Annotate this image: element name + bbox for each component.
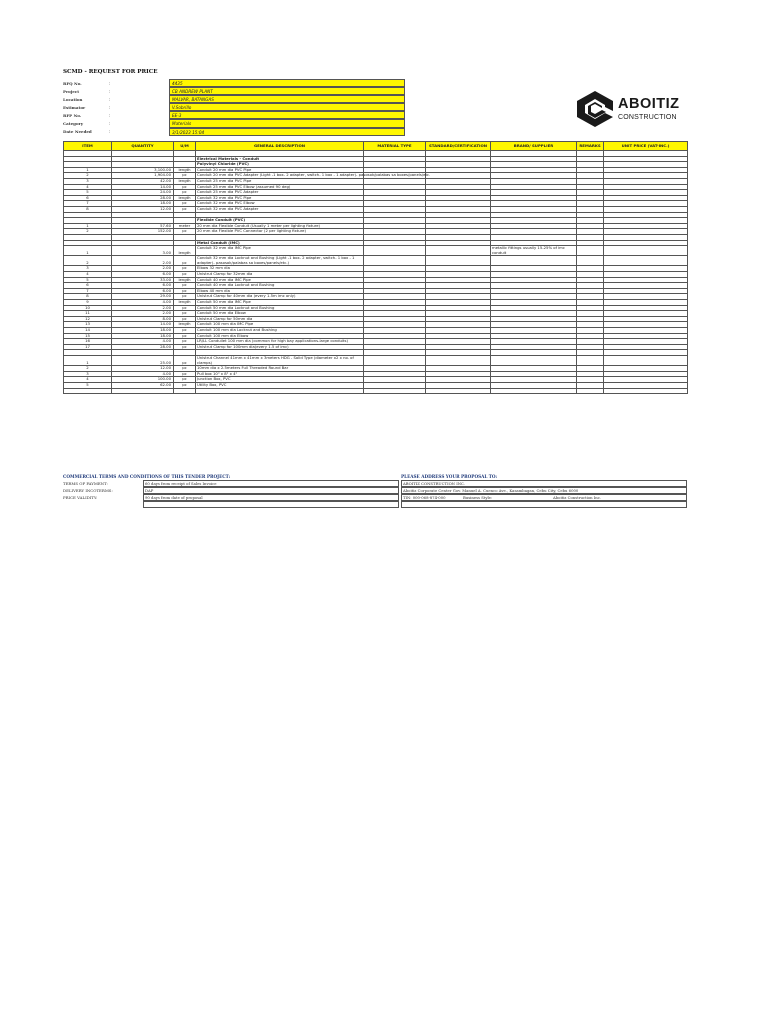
- header-field-label: Estimator: [63, 104, 86, 110]
- item-number-cell: 6: [64, 283, 112, 289]
- quantity-cell: 2.00: [112, 256, 174, 266]
- standard-cell[interactable]: [426, 355, 491, 365]
- items-table: [63, 141, 688, 394]
- quantity-cell: 14.00: [112, 184, 174, 190]
- item-number-cell: 5: [64, 382, 112, 388]
- header-field-label: Project: [63, 88, 80, 94]
- header-fields: [63, 79, 405, 136]
- description-cell: Conduit 50 mm dia Elbow: [196, 311, 364, 317]
- items-table-body: [64, 151, 688, 394]
- column-header: ITEM: [64, 142, 112, 151]
- commercial-term-label: TERMS OF PAYMENT:: [63, 481, 108, 486]
- description-cell: Unistrut Clamp for 40mm dia (every 1.5m imc only): [196, 294, 364, 300]
- quantity-cell: 42.00: [112, 178, 174, 184]
- aboitiz-logo-mark-icon: [574, 89, 616, 129]
- uom-cell: pc: [174, 339, 196, 345]
- column-header: U/M: [174, 142, 196, 151]
- material-type-cell[interactable]: [364, 388, 426, 394]
- header-field-colon: :: [108, 96, 111, 102]
- address-tin: TIN: 000-068-874-000: [403, 495, 446, 500]
- item-number-cell: 2: [64, 173, 112, 179]
- quantity-cell: 29.00: [112, 294, 174, 300]
- header-field-value[interactable]: EE-3: [169, 111, 405, 119]
- description-cell: Flexible Conduit (PVC): [196, 218, 364, 224]
- description-cell: Conduit 25 mm dia PVC Elbow (assumed 90 deg): [196, 184, 364, 190]
- brand-supplier-cell[interactable]: [491, 256, 577, 266]
- uom-cell: pc: [174, 173, 196, 179]
- description-cell: Conduit 32 mm dia Locknut and Bushing (Light -1 box- 2 adapter, switch- 1 box - 1 adapter)- pasosok/palabas sa boxes/panels/etc.): [196, 256, 364, 266]
- description-cell: Conduit 25 mm dia PVC Pipe: [196, 178, 364, 184]
- header-field-value[interactable]: V.Sobrillo: [169, 103, 405, 111]
- item-number-cell: 1: [64, 355, 112, 365]
- uom-cell: pc: [174, 201, 196, 207]
- uom-cell: meter: [174, 223, 196, 229]
- address-tin-row: [401, 494, 687, 501]
- standard-cell[interactable]: [426, 246, 491, 256]
- description-cell: Conduit 20 mm dia PVC Adapter (Light -1 box- 2 adapter, switch- 1 box - 1 adapter)- pasosok/palabas sa boxes/panels/etc.: [197, 172, 431, 178]
- description-cell: Conduit 100 mm dia Locknut and Bushing: [196, 328, 364, 334]
- item-number-cell: 9: [64, 300, 112, 306]
- quantity-cell: 33.00: [112, 277, 174, 283]
- header-field-label: RFP No.: [63, 112, 82, 118]
- item-number-cell: 4: [64, 377, 112, 383]
- description-cell: [196, 388, 364, 394]
- uom-cell: pc: [174, 371, 196, 377]
- quantity-cell: 18.00: [112, 201, 174, 207]
- quantity-cell: 6.00: [112, 288, 174, 294]
- description-cell: LR/LL Conduilet 100 mm dia (common for high bay applications-large conduits): [196, 339, 364, 345]
- item-number-cell: 16: [64, 339, 112, 345]
- material-type-cell[interactable]: [364, 246, 426, 256]
- item-number-cell: 1: [64, 167, 112, 173]
- description-cell: Unistrut Channel 41mm x 41mm x 3meters HDG - Solid Type (diameter x2 x no. of clamps): [196, 355, 364, 365]
- item-number-cell: 3: [64, 266, 112, 272]
- header-field-row: [63, 87, 405, 95]
- quantity-cell: 2.00: [112, 311, 174, 317]
- quantity-cell: [112, 388, 174, 394]
- column-header: BRAND/ SUPPLIER: [491, 142, 577, 151]
- item-number-cell: 3: [64, 178, 112, 184]
- remarks-cell[interactable]: [577, 355, 604, 365]
- item-number-cell: 11: [64, 311, 112, 317]
- item-number-cell: 3: [64, 371, 112, 377]
- logo-brand-text: ABOITIZ: [618, 96, 680, 112]
- standard-cell[interactable]: [426, 388, 491, 394]
- header-field-row: [63, 103, 405, 111]
- unit-price-cell[interactable]: [604, 246, 688, 256]
- material-type-cell[interactable]: [364, 256, 426, 266]
- description-cell: Conduit 50 mm dia IMC Pipe: [196, 300, 364, 306]
- description-cell: Conduit 100 mm dia Elbow: [196, 333, 364, 339]
- description-cell: Conduit 32 mm dia PVC Elbow: [196, 201, 364, 207]
- commercial-term-row: [63, 494, 399, 501]
- header-field-label: Location: [63, 96, 83, 102]
- description-cell: Electrical Materials - Conduit: [196, 156, 364, 162]
- uom-cell: length: [174, 195, 196, 201]
- item-number-cell: 5: [64, 190, 112, 196]
- uom-cell: pc: [174, 184, 196, 190]
- description-cell: Elbow 40 mm dia: [196, 288, 364, 294]
- item-number-cell: 7: [64, 201, 112, 207]
- quantity-cell: 100.00: [112, 377, 174, 383]
- header-field-row: [63, 79, 405, 87]
- address-company: ABOITIZ CONSTRUCTION INC.: [401, 480, 687, 487]
- description-cell: Conduit 100 mm dia IMC Pipe: [196, 322, 364, 328]
- commercial-term-value: 60 days from receipt of Sales Invoice: [143, 480, 399, 487]
- description-cell: Utility Box, PVC: [196, 382, 364, 388]
- uom-cell: length: [174, 246, 196, 256]
- item-number-cell: 2: [64, 229, 112, 235]
- header-field-value[interactable]: Materials: [169, 119, 405, 127]
- remarks-cell[interactable]: [577, 246, 604, 256]
- uom-cell: pc: [174, 283, 196, 289]
- header-field-row: [63, 95, 405, 103]
- brand-supplier-cell[interactable]: metallic fittings usually 15-25% of imc conduit: [491, 246, 577, 256]
- uom-cell: pc: [174, 382, 196, 388]
- quantity-cell: 2.00: [112, 305, 174, 311]
- uom-cell: length: [174, 277, 196, 283]
- unit-price-cell[interactable]: [604, 355, 688, 365]
- quantity-cell: 28.00: [112, 344, 174, 350]
- column-header: GENERAL DESCRIPTION: [196, 142, 364, 151]
- header-field-label: RFQ No.: [63, 80, 82, 86]
- quantity-cell: 8.00: [112, 316, 174, 322]
- uom-cell: pc: [174, 316, 196, 322]
- uom-cell: pc: [174, 344, 196, 350]
- header-field-colon: :: [108, 80, 111, 86]
- header-field-value[interactable]: 3/1/2023 15:04: [169, 128, 405, 136]
- commercial-term-label: DELIVERY INCOTERMS:: [63, 488, 113, 493]
- aboitiz-logo: [574, 89, 702, 129]
- description-cell: Unistrut Clamp for 100mm dia(every 1.5 of imc): [196, 344, 364, 350]
- table-header-row: [64, 142, 688, 151]
- quantity-cell: 6.00: [112, 272, 174, 278]
- commercial-term-value: [143, 501, 399, 508]
- table-row: [64, 256, 688, 266]
- quantity-cell: 4.00: [112, 339, 174, 345]
- quantity-cell: 152.00: [112, 229, 174, 235]
- item-number-cell: 1: [64, 223, 112, 229]
- quantity-cell: 4.00: [112, 371, 174, 377]
- description-cell: Conduit 20 mm dia PVC Pipe: [196, 167, 364, 173]
- uom-cell: pc: [174, 206, 196, 212]
- header-field-row: [63, 128, 405, 136]
- table-row: [64, 355, 688, 365]
- uom-cell: pc: [174, 190, 196, 196]
- item-number-cell: 2: [64, 366, 112, 372]
- item-number-cell: 1: [64, 246, 112, 256]
- header-field-colon: :: [108, 112, 111, 118]
- quantity-cell: 2.00: [112, 266, 174, 272]
- quantity-cell: 3.00: [112, 246, 174, 256]
- commercial-term-value: 90 days from date of proposal: [143, 494, 399, 501]
- column-header: REMARKS: [577, 142, 604, 151]
- item-number-cell: 13: [64, 322, 112, 328]
- header-field-colon: :: [108, 88, 111, 94]
- commercial-terms-title: COMMERCIAL TERMS AND CONDITIONS OF THIS TENDER PROJECT:: [63, 474, 231, 479]
- quantity-cell: 18.00: [112, 328, 174, 334]
- uom-cell: pc: [174, 294, 196, 300]
- description-cell: Elbow 32 mm dia: [196, 266, 364, 272]
- description-cell: Conduit 32 mm dia PVC Pipe: [196, 195, 364, 201]
- quantity-cell: 24.00: [112, 190, 174, 196]
- address-street: Aboitiz Corporate Center Gov. Manuel A. Cuenco Ave., Kasambagan, Cebu City, Cebu 6000: [401, 487, 687, 494]
- uom-cell: length: [174, 167, 196, 173]
- uom-cell: pc: [174, 355, 196, 365]
- item-number-cell: 6: [64, 195, 112, 201]
- address-block: [401, 480, 687, 508]
- quantity-cell: 25.00: [112, 355, 174, 365]
- uom-cell: pc: [174, 288, 196, 294]
- address-blank-row: [401, 501, 687, 508]
- description-cell: 10mm dia x 2.5meters Full Threaded Round Bar: [196, 366, 364, 372]
- description-cell: Junction Box, PVC: [196, 377, 364, 383]
- header-field-label: Category: [63, 121, 84, 127]
- item-number-cell: 17: [64, 344, 112, 350]
- uom-cell: length: [174, 178, 196, 184]
- header-field-row: [63, 111, 405, 119]
- header-field-value[interactable]: 4435: [169, 79, 405, 87]
- uom-cell: pc: [174, 272, 196, 278]
- description-cell: 20 mm dia Flexible Conduit (Usually 1 meter per lighting fixture): [196, 223, 364, 229]
- header-field-colon: :: [108, 104, 111, 110]
- table-row: [64, 246, 688, 256]
- column-header: QUANTITY: [112, 142, 174, 151]
- quantity-cell: 12.00: [112, 366, 174, 372]
- commercial-terms: [63, 480, 399, 508]
- remarks-cell[interactable]: [577, 388, 604, 394]
- quantity-cell: 1,904.00: [112, 173, 174, 179]
- description-cell: Unistrut Clamp for 50mm dia: [196, 316, 364, 322]
- commercial-term-label: PRICE VALIDITY:: [63, 495, 98, 500]
- item-number-cell: 2: [64, 256, 112, 266]
- uom-cell: [174, 388, 196, 394]
- address-title: PLEASE ADDRESS YOUR PROPOSAL TO:: [401, 474, 498, 479]
- description-cell: Conduit 32 mm dia IMC Pipe: [196, 246, 364, 256]
- quantity-cell: 6.00: [112, 283, 174, 289]
- item-number-cell: [64, 388, 112, 394]
- standard-cell[interactable]: [426, 256, 491, 266]
- uom-cell: pc: [174, 377, 196, 383]
- description-cell: 20 mm dia Flexible PVC Connector (2 per lighting fixture): [196, 229, 364, 235]
- uom-cell: pc: [174, 328, 196, 334]
- uom-cell: pc: [174, 333, 196, 339]
- uom-cell: length: [174, 300, 196, 306]
- material-type-cell[interactable]: [364, 355, 426, 365]
- quantity-cell: 12.00: [112, 206, 174, 212]
- uom-cell: pc: [174, 256, 196, 266]
- column-header: MATERIAL TYPE: [364, 142, 426, 151]
- remarks-cell[interactable]: [577, 256, 604, 266]
- quantity-cell: 3,100.00: [112, 167, 174, 173]
- item-number-cell: 12: [64, 316, 112, 322]
- description-cell: Conduit 50 mm dia Locknut and Bushing: [196, 305, 364, 311]
- uom-cell: pc: [174, 229, 196, 235]
- header-field-value[interactable]: MALVAR, BATANGAS: [169, 95, 405, 103]
- quantity-cell: 14.00: [112, 322, 174, 328]
- logo-sub-text: CONSTRUCTION: [618, 114, 677, 121]
- item-number-cell: 4: [64, 272, 112, 278]
- column-header: UNIT PRICE (VAT-INC.): [604, 142, 688, 151]
- header-field-colon: :: [108, 129, 111, 135]
- uom-cell: pc: [174, 266, 196, 272]
- quantity-cell: 28.00: [112, 195, 174, 201]
- uom-cell: pc: [174, 311, 196, 317]
- uom-cell: pc: [174, 305, 196, 311]
- header-field-row: [63, 119, 405, 127]
- description-cell: Conduit 40 mm dia IMC Pipe: [196, 277, 364, 283]
- uom-cell: pc: [174, 366, 196, 372]
- unit-price-cell[interactable]: [604, 388, 688, 394]
- quantity-cell: 18.00: [112, 333, 174, 339]
- item-number-cell: 8: [64, 294, 112, 300]
- commercial-term-row: [63, 501, 399, 508]
- commercial-term-row: [63, 487, 399, 494]
- quantity-cell: 4.00: [112, 300, 174, 306]
- item-number-cell: 5: [64, 277, 112, 283]
- item-number-cell: 10: [64, 305, 112, 311]
- uom-cell: length: [174, 322, 196, 328]
- item-number-cell: 14: [64, 328, 112, 334]
- business-style-label: Business Style:: [463, 495, 493, 500]
- item-number-cell: 15: [64, 333, 112, 339]
- table-row: [64, 388, 688, 394]
- description-cell: Conduit 32 mm dia PVC Adapter: [196, 206, 364, 212]
- business-style-value: Aboitiz Construction Inc.: [553, 495, 602, 500]
- column-header: STANDARD/CERTIFICATION: [426, 142, 491, 151]
- description-cell: Unistrut Clamp for 32mm dia: [196, 272, 364, 278]
- brand-supplier-cell[interactable]: [491, 355, 577, 365]
- description-cell: Conduit 40 mm dia Locknut and Bushing: [196, 283, 364, 289]
- header-field-value[interactable]: CB ANDREW PLANT: [169, 87, 405, 95]
- document-title: SCMD - REQUEST FOR PRICE: [63, 69, 158, 75]
- quantity-cell: 62.00: [112, 382, 174, 388]
- unit-price-cell[interactable]: [604, 256, 688, 266]
- item-number-cell: 7: [64, 288, 112, 294]
- description-cell: Polyvinyl Chloride (PVC): [196, 162, 364, 168]
- quantity-cell: 57.60: [112, 223, 174, 229]
- commercial-term-row: [63, 480, 399, 487]
- description-cell: Metal Conduit (IMC): [196, 240, 364, 246]
- description-cell: Conduit 25 mm dia PVC Adapter: [196, 190, 364, 196]
- item-number-cell: 4: [64, 184, 112, 190]
- header-field-label: Date Needed: [63, 129, 92, 135]
- header-field-colon: :: [108, 121, 111, 127]
- brand-supplier-cell[interactable]: [491, 388, 577, 394]
- commercial-term-value: DAP: [143, 487, 399, 494]
- item-number-cell: 8: [64, 206, 112, 212]
- description-cell: Pull box 10" x 8" x 4": [196, 371, 364, 377]
